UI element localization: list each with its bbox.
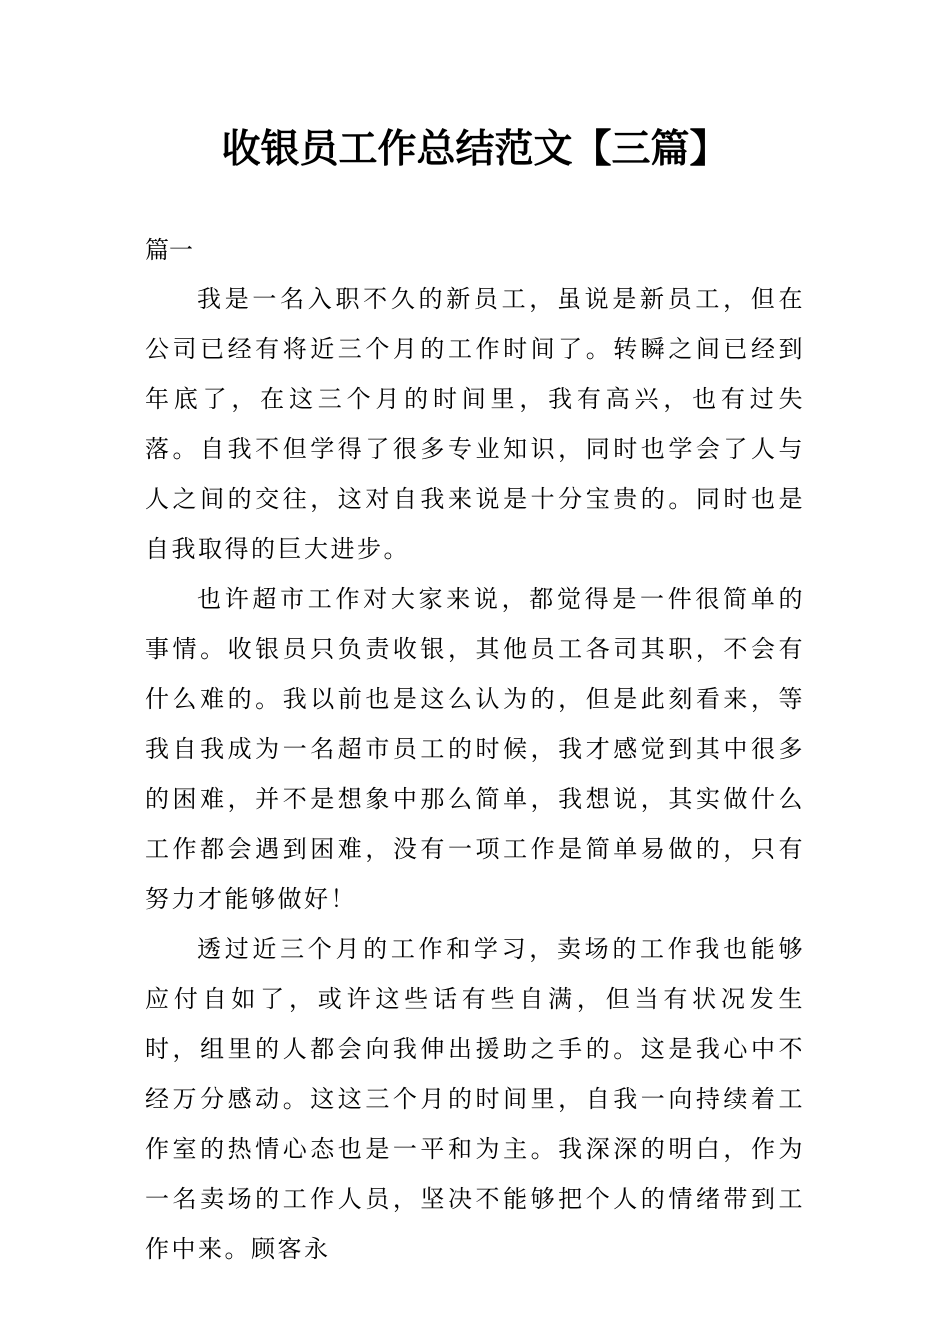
section-label: 篇一 <box>145 236 193 264</box>
paragraph: 透过近三个月的工作和学习，卖场的工作我也能够应付自如了，或许这些话有些自满，但当有状况发生时，组里的人都会向我伸出援助之手的。这是我心中不经万分感动。这这三个月的时间里，自我一向持续着工作室的热情心态也是一平和为主。我深深的明白，作为一名卖场的工作人员，坚决不能够把个人的情绪带到工作中来。顾客永 <box>145 935 805 1263</box>
paragraph: 我是一名入职不久的新员工，虽说是新员工，但在公司已经有将近三个月的工作时间了。转瞬之间已经到年底了，在这三个月的时间里，我有高兴，也有过失落。自我不但学得了很多专业知识，同时也学会了人与人之间的交往，这对自我来说是十分宝贵的。同时也是自我取得的巨大进步。 <box>145 285 805 563</box>
document-title: 收银员工作总结范文【三篇】 <box>221 127 729 172</box>
paragraph: 也许超市工作对大家来说，都觉得是一件很简单的事情。收银员只负责收银，其他员工各司其职，不会有什么难的。我以前也是这么认为的，但是此刻看来，等我自我成为一名超市员工的时候，我才感觉到其中很多的困难，并不是想象中那么简单，我想说，其实做什么工作都会遇到困难，没有一项工作是简单易做的，只有努力才能够做好！ <box>145 585 805 913</box>
body-text <box>145 274 805 1274</box>
